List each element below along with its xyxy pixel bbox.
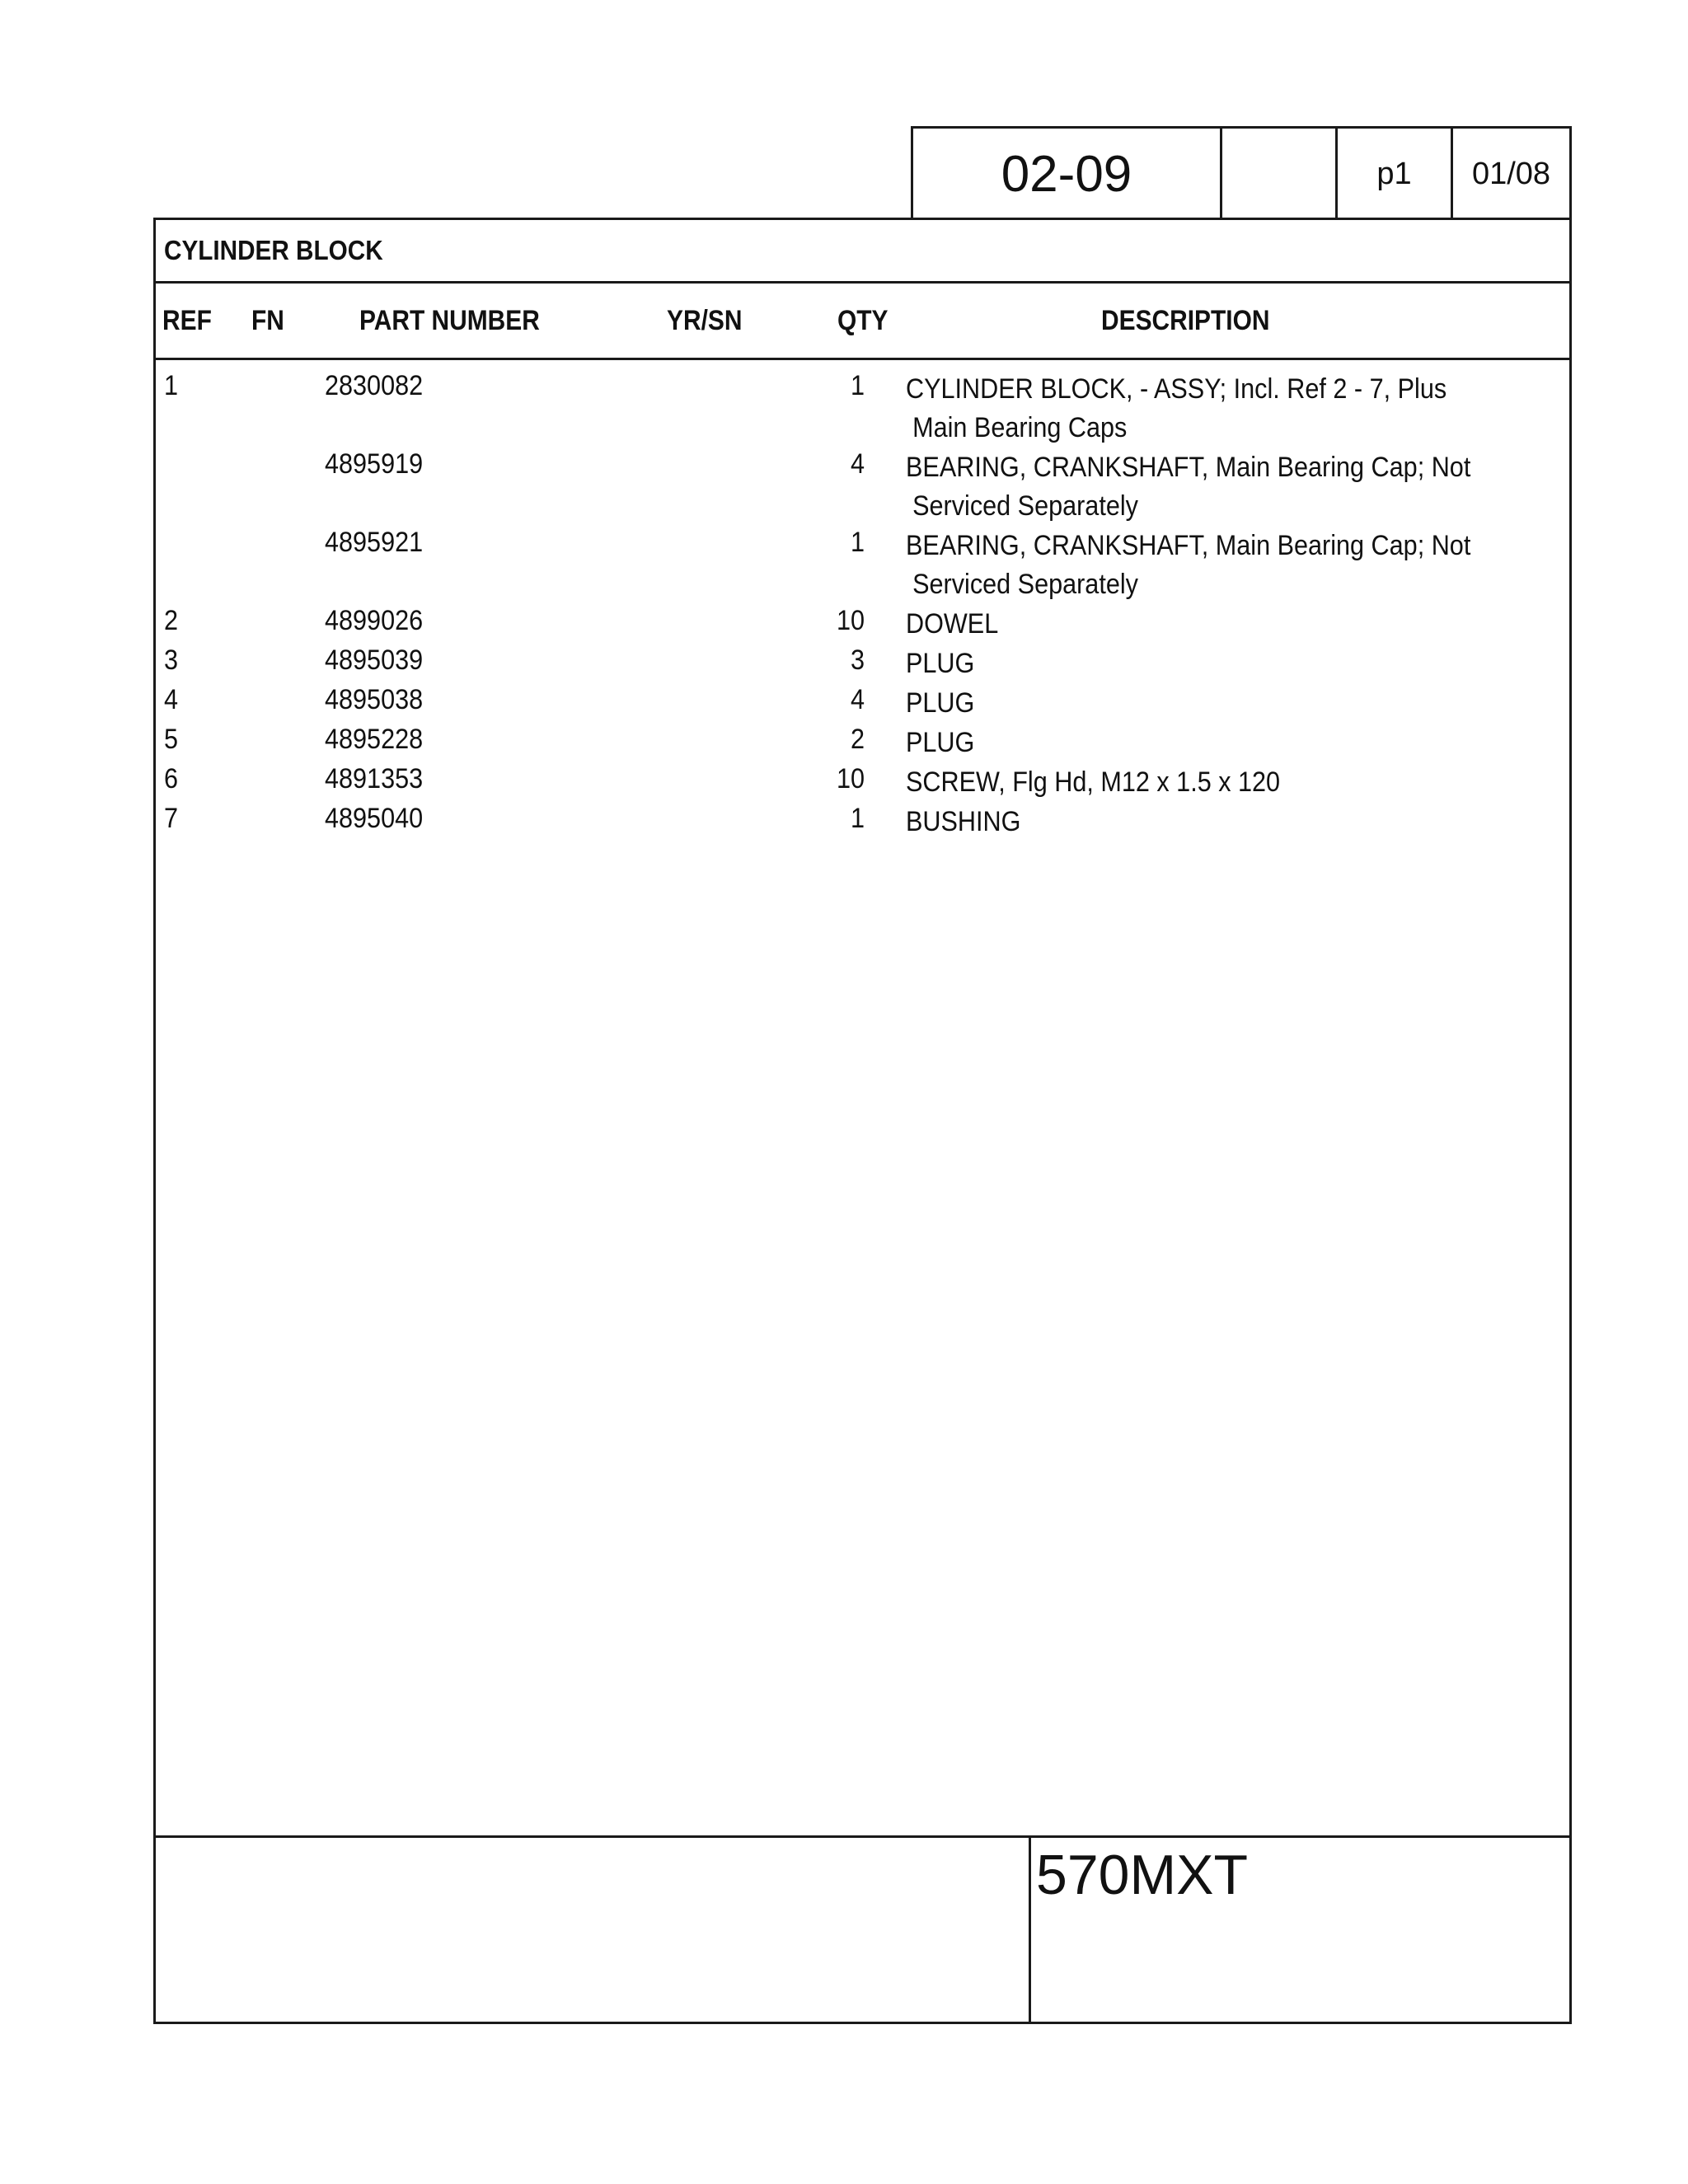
footer-blank-cell [156, 1838, 1031, 2022]
blank-header-cell [1222, 129, 1338, 219]
row-description [906, 448, 1470, 526]
column-header-qty: QTY [837, 305, 889, 336]
row-ref: 1 [164, 370, 179, 401]
row-description-line-2: Serviced Separately [912, 490, 1138, 522]
footer-block [156, 1835, 1569, 2022]
section-code: 02-09 [913, 129, 1222, 219]
row-part-number: 4895040 [325, 803, 424, 834]
parts-table-body [156, 360, 1569, 837]
column-header-yr-sn: YR/SN [667, 305, 743, 336]
row-part-number: 4895919 [325, 448, 424, 480]
table-row [156, 595, 1569, 640]
row-ref: 2 [164, 605, 179, 636]
table-row [156, 360, 1569, 443]
row-qty: 10 [836, 763, 865, 794]
row-description: PLUG [906, 648, 975, 679]
row-part-number: 4895039 [325, 644, 424, 676]
column-header-ref: REF [162, 305, 212, 336]
row-description-line-2: Main Bearing Caps [912, 412, 1128, 443]
table-row [156, 714, 1569, 758]
row-qty: 1 [850, 527, 865, 558]
row-ref: 3 [164, 644, 179, 676]
table-row [156, 793, 1569, 837]
row-part-number: 4899026 [325, 605, 424, 636]
parts-list-frame [153, 218, 1572, 2024]
row-description-line-1: BEARING, CRANKSHAFT, Main Bearing Cap; Not [906, 530, 1471, 561]
row-description-line-1: CYLINDER BLOCK, - ASSY; Incl. Ref 2 - 7, Plus [906, 373, 1447, 405]
header-code-boxes [911, 126, 1572, 219]
table-row [156, 674, 1569, 719]
row-ref: 4 [164, 684, 179, 715]
row-description [906, 527, 1470, 604]
row-part-number: 4891353 [325, 763, 424, 794]
table-row [156, 517, 1569, 600]
row-description: DOWEL [906, 608, 999, 640]
table-row [156, 438, 1569, 522]
section-title-row [156, 220, 1569, 284]
row-description-line-2: Serviced Separately [912, 569, 1138, 600]
row-description [906, 370, 1447, 448]
row-part-number: 4895921 [325, 527, 424, 558]
revision-date: 01/08 [1471, 156, 1551, 191]
section-title: CYLINDER BLOCK [164, 235, 383, 265]
row-qty: 3 [850, 644, 865, 676]
row-qty: 4 [850, 684, 865, 715]
column-header-description: DESCRIPTION [1101, 305, 1270, 336]
table-row [156, 753, 1569, 798]
row-part-number: 2830082 [325, 370, 424, 401]
row-description-line-1: BEARING, CRANKSHAFT, Main Bearing Cap; Not [906, 452, 1471, 483]
row-description: BUSHING [906, 806, 1021, 837]
column-headers [156, 284, 1569, 360]
table-row [156, 635, 1569, 679]
column-header-part-number: PART NUMBER [359, 305, 540, 336]
row-ref: 6 [164, 763, 179, 794]
row-ref: 5 [164, 724, 179, 755]
row-qty: 10 [836, 605, 865, 636]
page-number: p1 [1338, 129, 1453, 219]
row-description: SCREW, Flg Hd, M12 x 1.5 x 120 [906, 766, 1281, 798]
row-description: PLUG [906, 727, 975, 758]
row-qty: 1 [850, 803, 865, 834]
row-qty: 1 [850, 370, 865, 401]
column-header-fn: FN [251, 305, 284, 336]
row-description: PLUG [906, 687, 975, 719]
row-qty: 2 [850, 724, 865, 755]
row-part-number: 4895228 [325, 724, 424, 755]
row-ref: 7 [164, 803, 179, 834]
row-part-number: 4895038 [325, 684, 424, 715]
row-qty: 4 [850, 448, 865, 480]
model-name: 570MXT [1036, 1844, 1248, 1906]
